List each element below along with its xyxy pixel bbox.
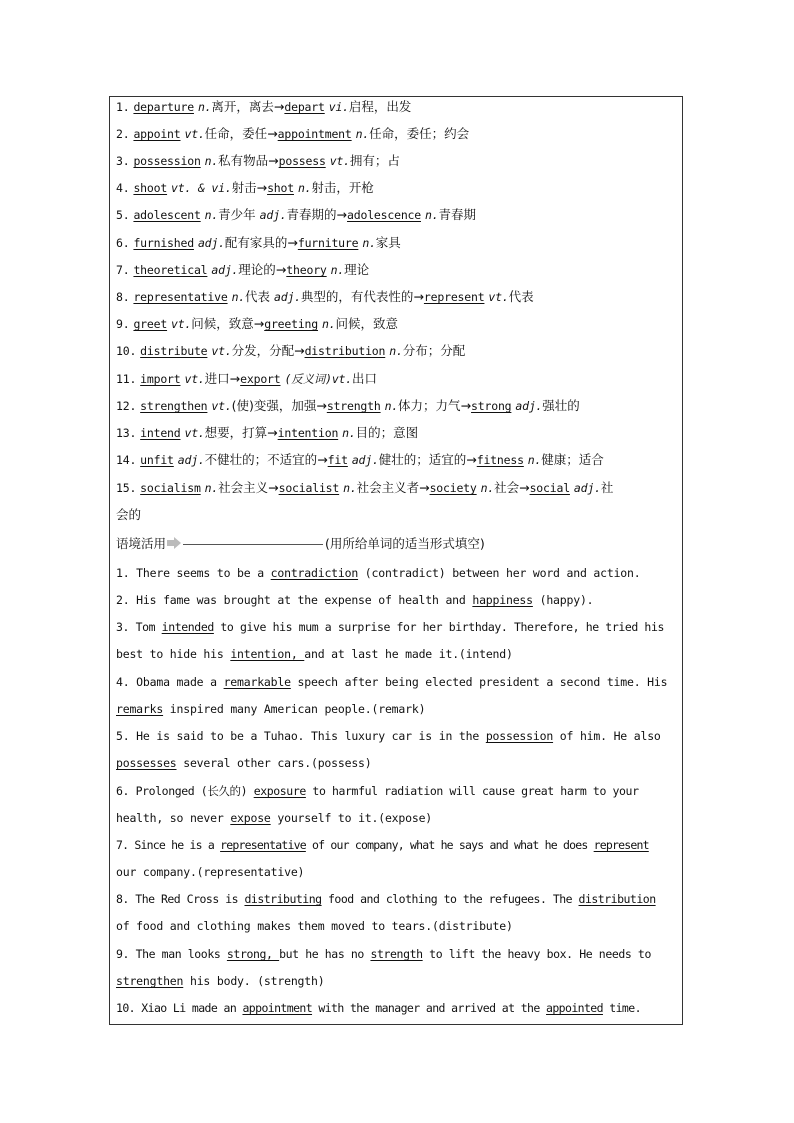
headword: theoretical: [133, 263, 208, 277]
derived-word: appointment: [277, 127, 352, 141]
arrow-icon: →: [268, 153, 279, 168]
answer: distribution: [578, 892, 656, 906]
arrow-icon: →: [273, 99, 285, 114]
part-of-speech: n.: [362, 236, 376, 250]
headword: representative: [133, 290, 228, 304]
part-of-speech: vt.: [329, 154, 350, 168]
arrow-icon: →: [267, 425, 278, 440]
part-of-speech: vt. & vi.: [171, 181, 232, 195]
headword: departure: [133, 100, 194, 114]
exercise-5: 5. He is said to be a Tuhao. This luxury car is in the possession of him. He also: [116, 729, 661, 743]
headword: shoot: [133, 181, 168, 195]
meaning: 社会: [494, 480, 520, 495]
item-number: 5.: [116, 208, 130, 222]
exercise-7-cont: our company.(representative): [116, 865, 305, 879]
meaning: 进口: [204, 371, 230, 386]
meaning: 问候，致意: [191, 316, 254, 331]
arrow-icon: →: [466, 452, 477, 467]
vocab-item: [116, 207, 678, 223]
part-of-speech: n.: [197, 100, 212, 114]
item-number: 1.: [116, 100, 130, 114]
answer: happiness: [472, 593, 533, 607]
arrow-icon: →: [253, 316, 265, 331]
meaning: 理论: [344, 262, 370, 277]
part-of-speech: n.: [322, 317, 336, 331]
headword: appoint: [133, 127, 181, 141]
meaning: 分布；分配: [402, 343, 466, 358]
part-of-speech: n.: [384, 399, 399, 413]
derived-word: adolescence: [347, 208, 421, 222]
heading-rule: [183, 544, 323, 545]
exercise-10: 10. Xiao Li made an appointment with the manager and arrived at the appointed time.: [116, 1001, 641, 1015]
answer: representative: [220, 838, 306, 852]
exercise-7: 7. Since he is a representative of our company, what he says and what he does represent: [116, 838, 649, 852]
item-number: 14.: [116, 453, 137, 467]
meaning: 代表: [508, 289, 534, 304]
answer: strength: [370, 947, 423, 961]
derived-word: fit: [327, 453, 348, 467]
vocab-item: [116, 235, 678, 251]
part-of-speech: n.: [480, 481, 495, 495]
part-of-speech: n.: [297, 181, 312, 195]
answer: possession: [485, 729, 554, 743]
answer: exposure: [253, 784, 306, 798]
exercise-6-cont: health, so never expose yourself to it.(expose): [116, 811, 433, 825]
derived-word: fitness: [476, 453, 524, 467]
item-number: 11.: [116, 372, 137, 386]
part-of-speech: adj.: [211, 263, 239, 277]
double-arrow-icon: [167, 537, 181, 549]
meaning: 社会主义者: [356, 480, 420, 495]
headword: socialism: [140, 481, 201, 495]
headword: strengthen: [140, 399, 208, 413]
exercise-5-cont: possesses several other cars.(possess): [116, 756, 372, 770]
item-number: 10.: [116, 344, 137, 358]
meaning: 配有家具的: [224, 235, 288, 250]
derived-word: greeting: [264, 317, 319, 331]
part-of-speech: vt.: [184, 426, 205, 440]
vocab-item: [116, 180, 678, 196]
arrow-icon: →: [316, 398, 327, 413]
derived-word: possess: [278, 154, 326, 168]
exercise-4-cont: remarks inspired many American people.(remark): [116, 702, 426, 716]
meaning: 强壮的: [542, 398, 580, 413]
answer: appointment: [242, 1001, 313, 1015]
meaning: 理论的: [238, 262, 276, 277]
item-number: 6.: [116, 236, 130, 250]
part-of-speech: n.: [527, 453, 542, 467]
section-heading: [116, 536, 485, 552]
answer: strengthen: [116, 974, 184, 988]
headword: intend: [140, 426, 181, 440]
headword: greet: [133, 317, 168, 331]
derived-word: social: [529, 481, 570, 495]
part-of-speech: adj.: [351, 453, 379, 467]
meaning: (使)变强，加强: [231, 398, 317, 413]
vocab-item: [116, 452, 678, 468]
vocab-item: [116, 99, 678, 115]
meaning: 典型的，有代表性的: [300, 289, 414, 304]
item-number: 15.: [116, 481, 137, 495]
part-of-speech: vt.: [184, 372, 205, 386]
meaning: 射击，开枪: [311, 180, 374, 195]
part-of-speech: n.: [424, 208, 439, 222]
arrow-icon: →: [287, 235, 298, 250]
vocab-item: [116, 371, 678, 387]
part-of-speech: n.: [342, 426, 356, 440]
part-of-speech: n.: [204, 154, 219, 168]
item-number: 12.: [116, 399, 137, 413]
vocab-item: [116, 153, 678, 169]
headword: import: [140, 372, 181, 386]
part-of-speech: n.: [204, 208, 219, 222]
item-number: 2.: [116, 127, 130, 141]
arrow-icon: →: [268, 480, 279, 495]
derived-word: furniture: [297, 236, 359, 250]
arrow-icon: →: [317, 452, 328, 467]
exercise-9: 9. The man looks strong, but he has no strength to lift the heavy box. He needs to: [116, 947, 651, 961]
headword: distribute: [140, 344, 208, 358]
arrow-icon: →: [519, 480, 530, 495]
derived-word: strong: [471, 399, 512, 413]
item-number: 9.: [116, 317, 130, 331]
headword: possession: [133, 154, 201, 168]
part-of-speech: vt.: [211, 344, 232, 358]
section-title: 语境活用: [116, 536, 167, 551]
arrow-icon: →: [413, 289, 424, 304]
vocab-item: [116, 480, 678, 496]
meaning: 健康；适合: [541, 452, 604, 467]
meaning: 家具: [375, 235, 401, 250]
arrow-icon: →: [294, 343, 305, 358]
meaning: 任命，委任: [204, 126, 268, 141]
vocab-item: [116, 316, 678, 332]
part-of-speech: n.: [330, 263, 345, 277]
part-of-speech: n.: [231, 290, 246, 304]
item-number: 8.: [116, 290, 130, 304]
meaning: 想要，打算: [204, 425, 268, 440]
part-of-speech: n.: [389, 344, 403, 358]
answer: expose: [230, 811, 271, 825]
answer: distributing: [244, 892, 322, 906]
arrow-icon: →: [419, 480, 430, 495]
part-of-speech: adj.: [197, 236, 225, 250]
derived-word: represent: [423, 290, 485, 304]
meaning: 私有物品: [218, 153, 269, 168]
meaning: 分发，分配: [231, 343, 295, 358]
part-of-speech: vi.: [328, 100, 349, 114]
meaning: 健壮的；适宜的: [378, 452, 467, 467]
vocab-item-cont: [116, 507, 678, 523]
section-note: (用所给单词的适当形式填空): [325, 536, 485, 551]
headword: unfit: [140, 453, 174, 467]
meaning: 出口: [352, 371, 378, 386]
vocab-item: [116, 398, 678, 414]
part-of-speech: n.: [355, 127, 370, 141]
part-of-speech: adj.: [177, 453, 205, 467]
answer: remarks: [116, 702, 164, 716]
vocab-item: [116, 126, 678, 142]
meaning: 不健壮的；不适宜的: [204, 452, 318, 467]
meaning: 青少年: [218, 207, 256, 222]
derived-word: intention: [277, 426, 339, 440]
meaning: 问候，致意: [335, 316, 398, 331]
arrow-icon: →: [229, 371, 241, 386]
meaning: 体力；力气: [398, 398, 461, 413]
part-of-speech: adj.: [573, 481, 601, 495]
derived-word: shot: [267, 181, 294, 195]
meaning: 目的；意图: [355, 425, 419, 440]
part-of-speech: vt.: [211, 399, 232, 413]
part-of-speech: (反义词)vt.: [284, 372, 353, 386]
meaning: 社会主义: [218, 480, 269, 495]
meaning: 任命，委任；约会: [369, 126, 470, 141]
exercise-2: 2. His fame was brought at the expense of health and happiness (happy).: [116, 593, 594, 607]
vocab-item: [116, 343, 678, 359]
answer: strong,: [226, 947, 280, 961]
headword: adolescent: [133, 208, 201, 222]
exercise-8-cont: of food and clothing makes them moved to tears.(distribute): [116, 919, 513, 933]
meaning: 离开，离去: [211, 99, 274, 114]
vocab-item: [116, 425, 678, 441]
derived-word: distribution: [304, 344, 386, 358]
arrow-icon: →: [336, 207, 348, 222]
meaning: 青春期的: [286, 207, 337, 222]
headword: furnished: [133, 236, 194, 250]
part-of-speech: vt.: [488, 290, 509, 304]
exercise-4: 4. Obama made a remarkable speech after being elected president a second time. His: [116, 675, 668, 689]
arrow-icon: →: [256, 180, 268, 195]
arrow-icon: →: [267, 126, 278, 141]
item-number: 7.: [116, 263, 130, 277]
meaning: 社: [600, 480, 614, 495]
part-of-speech: n.: [204, 481, 219, 495]
part-of-speech: adj.: [274, 290, 301, 304]
vocab-item: [116, 289, 678, 305]
part-of-speech: adj.: [515, 399, 543, 413]
part-of-speech: vt.: [184, 127, 205, 141]
answer: possesses: [116, 756, 177, 770]
meaning: 射击: [231, 180, 257, 195]
exercise-1: 1. There seems to be a contradiction (contradict) between her word and action.: [116, 566, 641, 580]
meaning: 启程，出发: [348, 99, 412, 114]
exercise-3-cont: best to hide his intention, and at last he made it.(intend): [116, 647, 513, 661]
exercise-3: 3. Tom intended to give his mum a surprise for her birthday. Therefore, he tried his: [116, 620, 665, 634]
answer: appointed: [546, 1001, 603, 1015]
meaning: 拥有；占: [349, 153, 400, 168]
answer: remarkable: [223, 675, 291, 689]
meaning: 代表: [245, 289, 271, 304]
exercise-9-cont: strengthen his body. (strength): [116, 974, 325, 988]
derived-word: socialist: [278, 481, 340, 495]
exercise-8: 8. The Red Cross is distributing food and clothing to the refugees. The distribution: [116, 892, 656, 906]
meaning-cont: 会的: [116, 507, 142, 522]
vocab-item: [116, 262, 678, 278]
derived-word: strength: [326, 399, 381, 413]
exercise-6: 6. Prolonged (长久的) exposure to harmful radiation will cause great harm to your: [116, 784, 639, 798]
answer: represent: [593, 838, 649, 852]
derived-word: export: [240, 372, 281, 386]
derived-word: theory: [286, 263, 327, 277]
answer: contradiction: [270, 566, 359, 580]
item-number: 4.: [116, 181, 130, 195]
answer: intention,: [230, 647, 305, 661]
item-number: 13.: [116, 426, 137, 440]
arrow-icon: →: [275, 262, 287, 277]
part-of-speech: adj.: [259, 208, 287, 222]
item-number: 3.: [116, 154, 130, 168]
part-of-speech: n.: [343, 481, 357, 495]
derived-word: depart: [284, 100, 325, 114]
derived-word: society: [429, 481, 477, 495]
part-of-speech: vt.: [171, 317, 192, 331]
arrow-icon: →: [460, 398, 472, 413]
meaning: 青春期: [438, 207, 476, 222]
answer: intended: [161, 620, 214, 634]
